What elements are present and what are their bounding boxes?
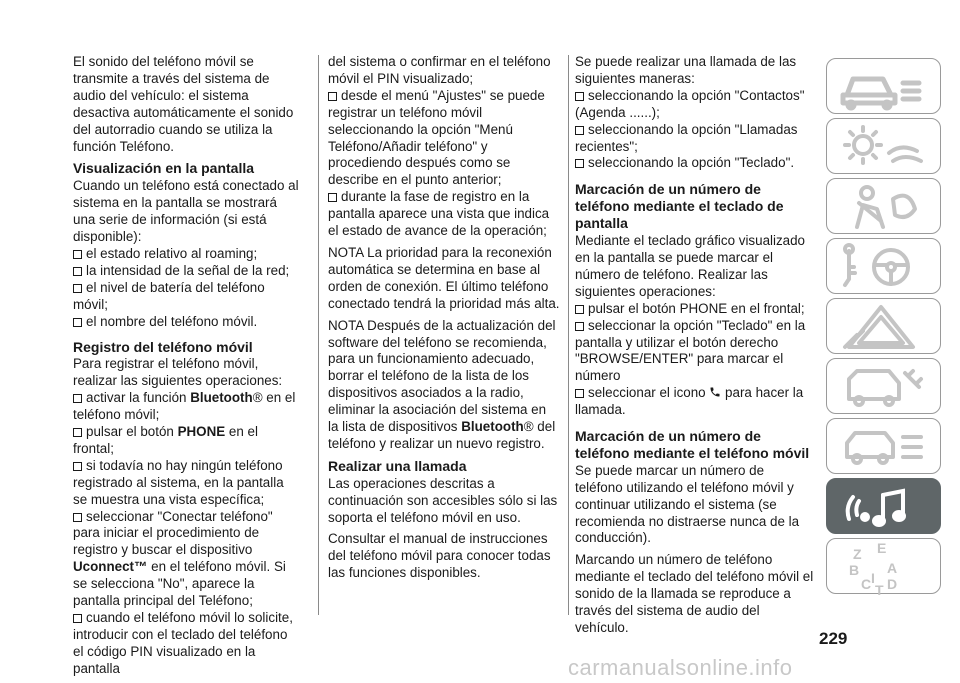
continuation-text: del sistema o confirmar en el teléfono móvil el PIN visualizado; [328, 54, 551, 86]
page-number: 229 [819, 629, 848, 648]
index-letter: Z [853, 546, 862, 562]
bullet-icon [73, 614, 82, 623]
column-divider [318, 55, 319, 615]
list-item: el nombre del teléfono móvil. [73, 314, 299, 331]
note-priority: NOTA La prioridad para la reconexión automática se determina en base al orden de conexión. El último teléfono conectado tendrá la prioridad más alta. [328, 244, 560, 311]
list-item: pulsar el botón PHONE en el frontal; [73, 424, 258, 456]
heading-registro: Registro del teléfono móvil [73, 338, 253, 355]
tab-dashboard[interactable] [826, 58, 941, 114]
bullet-icon [73, 394, 82, 403]
index-letter: B [849, 562, 860, 578]
registro-paragraph: Para registrar el teléfono móvil, realizar las siguientes operaciones: [73, 356, 283, 389]
index-letter: T [875, 582, 884, 595]
tab-starting-driving[interactable] [826, 238, 941, 294]
maintenance-icon [827, 359, 942, 415]
list-item: pulsar el botón PHONE en el frontal; [575, 301, 815, 318]
index-letter: E [877, 540, 887, 556]
column-1 [73, 54, 299, 678]
manual-paragraph: Consultar el manual de instrucciones del teléfono móvil para conocer todas las funciones disponibles. [328, 531, 551, 581]
phone-audio-intro: El sonido del teléfono móvil se transmite a través del sistema de audio del vehículo: el sistema desactiva automáticamente el sonido del autorradio cuando se utiliza la función Teléfono. [73, 54, 294, 154]
bullet-icon [328, 193, 337, 202]
bullet-icon [73, 462, 82, 471]
bullet-icon [73, 428, 82, 437]
column-3 [575, 54, 815, 642]
call-intro: Se puede realizar una llamada de las siguientes maneras: [575, 54, 797, 86]
index-letter: C [861, 576, 872, 592]
index-letter: D [887, 576, 898, 592]
list-item: seleccionar la opción "Teclado" en la pantalla y utilizar el botón derecho "BROWSE/ENTER" para marcar el número [575, 317, 806, 384]
watermark: carmanualsonline.info [568, 655, 793, 680]
list-item: seleccionando la opción "Llamadas recientes"; [575, 121, 798, 154]
list-item: seleccionar "Conectar teléfono" para iniciar el procedimiento de registro y buscar el dispositivo Uconnect™ en el teléfono móvil. Si se selecciona "No", aparece la pantalla principal del Teléfono; [73, 508, 286, 609]
column-divider [568, 55, 569, 615]
multimedia-icon [827, 479, 942, 535]
list-item: seleccionar el icono para hacer la llamada. [575, 385, 804, 418]
bullet-icon [328, 92, 337, 101]
list-item: cuando el teléfono móvil lo solicite, introducir con el teclado del teléfono el código PIN visualizado en la pantalla [73, 610, 293, 676]
tab-emergency[interactable] [826, 298, 941, 354]
list-item: si todavía no hay ningún teléfono registrado al sistema, en la pantalla se muestra una vista específica; [73, 457, 284, 507]
list-item: durante la fase de registro en la pantalla aparece una vista que indica el estado de avance de la operación; [328, 189, 550, 239]
bullet-icon [575, 159, 584, 168]
safety-icon [827, 179, 942, 235]
heading-marcacion-movil: Marcación de un número de teléfono mediante el teléfono móvil [575, 428, 810, 461]
tab-multimedia[interactable] [826, 478, 941, 534]
list-item: seleccionando la opción "Teclado". [575, 155, 815, 172]
bullet-icon [575, 322, 584, 331]
list-item: el estado relativo al roaming; [73, 246, 299, 263]
bullet-icon [73, 250, 82, 259]
marcacion-movil-paragraph-2: Marcando un número de teléfono mediante el teclado del teléfono móvil el sonido de la llamada se reproduce a través del sistema de audio del vehículo. [575, 552, 814, 635]
heading-display: Visualización en la pantalla [73, 160, 255, 177]
list-item: la intensidad de la señal de la red; [73, 263, 299, 280]
dashboard-car-icon [827, 59, 942, 115]
heading-marcacion-teclado: Marcación de un número de teléfono mediante el teclado de pantalla [575, 181, 784, 232]
technical-data-icon [827, 419, 942, 475]
warning-breakdown-icon [827, 299, 942, 355]
tab-safety[interactable] [826, 178, 941, 234]
bullet-icon [73, 284, 82, 293]
llamada-paragraph: Las operaciones descritas a continuación son accesibles sólo si las soporta el teléfono móvil en uso. [328, 475, 558, 525]
list-item: el nivel de batería del teléfono móvil; [73, 279, 265, 312]
index-icon [827, 539, 942, 595]
display-paragraph: Cuando un teléfono está conectado al sistema en la pantalla se mostrará una serie de información (si está disponible): [73, 178, 299, 245]
list-item: desde el menú "Ajustes" se puede registrar un teléfono móvil seleccionando la opción "Menú Teléfono/Añadir teléfono" y procediendo después como se describe en el punto anterior; [328, 87, 545, 188]
bullet-icon [73, 318, 82, 327]
phone-handset-icon [709, 386, 721, 398]
bullet-icon [575, 389, 584, 398]
bullet-icon [575, 126, 584, 135]
note-update: NOTA Después de la actualización del software del teléfono se recomienda, para un funcionamiento adecuado, borrar el teléfono de la lista de los dispositivos asociados a la radio, eliminar la asociación del sistema en la lista de dispositivos Bluetooth® del teléfono y realizar un nuevo registro. [328, 317, 556, 451]
list-item: seleccionando la opción "Contactos" (Agenda ......); [575, 87, 805, 120]
bullet-icon [575, 305, 584, 314]
column-2 [328, 54, 560, 587]
bullet-icon [73, 267, 82, 276]
bullet-icon [73, 513, 82, 522]
tab-technical-data[interactable] [826, 418, 941, 474]
marcacion-teclado-paragraph: Mediante el teclado gráfico visualizado en la pantalla se puede marcar el número de teléfono. Realizar las siguientes operaciones: [575, 233, 806, 299]
tab-index[interactable] [826, 538, 941, 594]
tab-lights[interactable] [826, 118, 941, 174]
heading-llamada: Realizar una llamada [328, 457, 467, 474]
steering-key-icon [827, 239, 942, 295]
index-letter: A [887, 560, 898, 576]
tab-maintenance[interactable] [826, 358, 941, 414]
list-item: activar la función Bluetooth® en el teléfono móvil; [73, 390, 296, 423]
lights-icon [827, 119, 942, 175]
bullet-icon [575, 92, 584, 101]
index-letter: I [871, 570, 875, 586]
marcacion-movil-paragraph: Se puede marcar un número de teléfono utilizando el teléfono móvil y continuar utilizando el sistema (se recomienda no distraerse nunca de la conducción). [575, 462, 800, 546]
